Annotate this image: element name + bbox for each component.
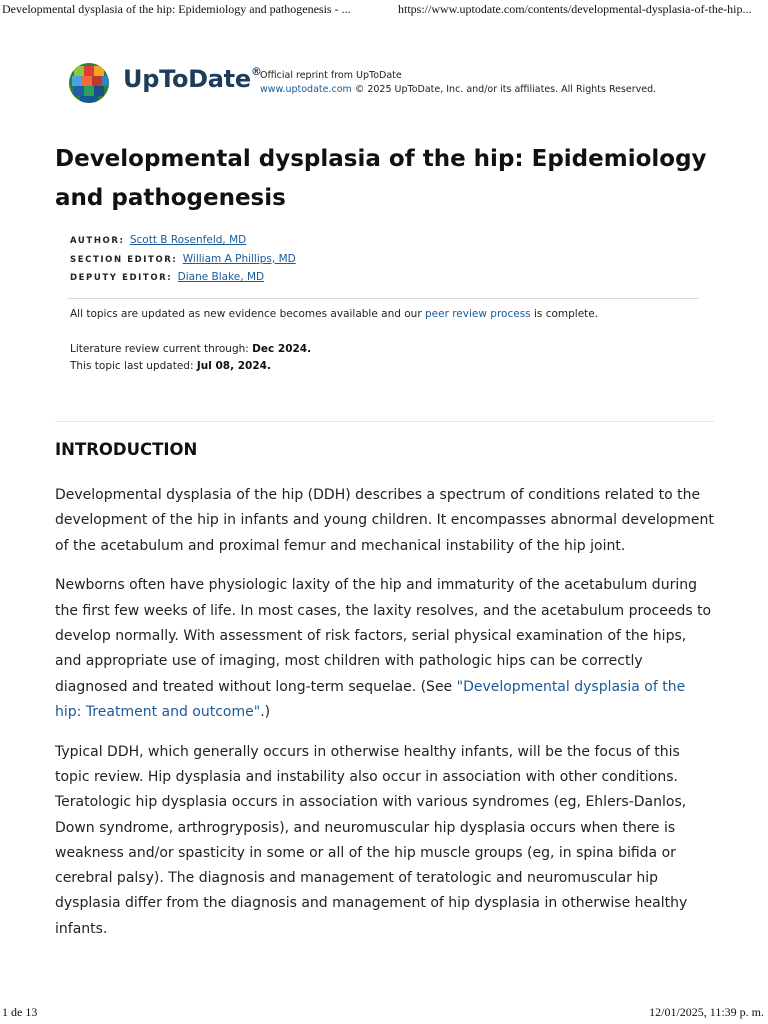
page-number: 1 de 13 [2,1005,38,1019]
introduction-body [55,483,715,957]
print-page-title: Developmental dysplasia of the hip: Epidemiology and pathogenesis - ... [2,2,351,16]
update-notice: All topics are updated as new evidence becomes available and our peer review process is complete. [70,308,599,320]
article-title: Developmental dysplasia of the hip: Epidemiology and pathogenesis [55,146,707,211]
credit-role: SECTION EDITOR: [70,254,178,265]
paragraph: Typical DDH, which generally occurs in otherwise healthy infants, will be the focus of this topic review. Hip dysplasia and instability also occur in association with other conditions. Teratologic hip dysplasia occurs in association with various syndromes (eg, Ehlers-Danlos, Down syndrome, arthrogryposis), and neuromuscular hip dysplasia occurs when there is weakness and/or spasticity in some or all of the hip muscle groups (eg, in spina bifida or cerebral palsy). The diagnosis and management of teratologic and neuromuscular hip dysplasia differ from the diagnosis and management of hip dysplasia in otherwise healthy infants. [55,743,688,937]
credit-role: AUTHOR: [70,236,125,246]
credits-list [70,232,296,288]
last-updated-line: This topic last updated: Jul 08, 2024. [70,360,271,372]
lit-review-date: Dec 2024. [252,343,312,355]
credit-author [70,232,296,251]
print-page-url: https://www.uptodate.com/contents/developmental-dysplasia-of-the-hip... [398,2,752,16]
brand-header [68,62,668,106]
credit-deputy-editor [70,269,296,288]
reprint-notice [260,69,656,97]
divider [55,421,714,422]
site-link[interactable]: www.uptodate.com [260,84,352,95]
print-footer [0,1004,768,1024]
divider [68,298,699,299]
print-header [0,0,768,20]
reprint-label: Official reprint from UpToDate [260,70,402,81]
author-link[interactable]: Scott B Rosenfeld, MD [129,234,247,246]
lit-review-line: Literature review current through: Dec 2024. [70,343,312,355]
print-datetime: 12/01/2025, 11:39 p. m. [649,1005,764,1019]
last-updated-date: Jul 08, 2024. [196,360,271,372]
deputy-editor-link[interactable]: Diane Blake, MD [177,271,265,283]
uptodate-wordmark: UpToDate® [123,65,262,93]
paragraph: Developmental dysplasia of the hip (DDH) describes a spectrum of conditions related to the development of the hip in infants and young children. It encompasses abnormal development of the acetabulum and proximal femur and mechanical instability of the hip joint. [55,487,714,554]
credit-section-editor [70,251,296,270]
section-heading: INTRODUCTION [55,440,198,459]
paragraph: Newborns often have physiologic laxity of the hip and immaturity of the acetabulum during the first few weeks of life. In most cases, the laxity resolves, and the acetabulum proceeds to develop normally. With assessment of risk factors, serial physical examination of the hips, and appropriate use of imaging, most children with pathologic hips can be correctly diagnosed and treated without long-term sequelae. (See "Developmental dysplasia of the hip: Treatment and outcome".) [55,577,712,720]
section-editor-link[interactable]: William A Phillips, MD [182,252,296,265]
treatment-outcome-link[interactable]: "Developmental dysplasia of the hip: Treatment and outcome" [55,678,686,720]
review-dates [70,341,311,375]
copyright-text: © 2025 UpToDate, Inc. and/or its affiliates. All Rights Reserved. [354,84,657,95]
credit-role: DEPUTY EDITOR: [70,273,173,283]
copyright-line [260,83,656,97]
uptodate-logo-icon [68,62,110,104]
peer-review-link[interactable]: peer review process [424,308,531,320]
